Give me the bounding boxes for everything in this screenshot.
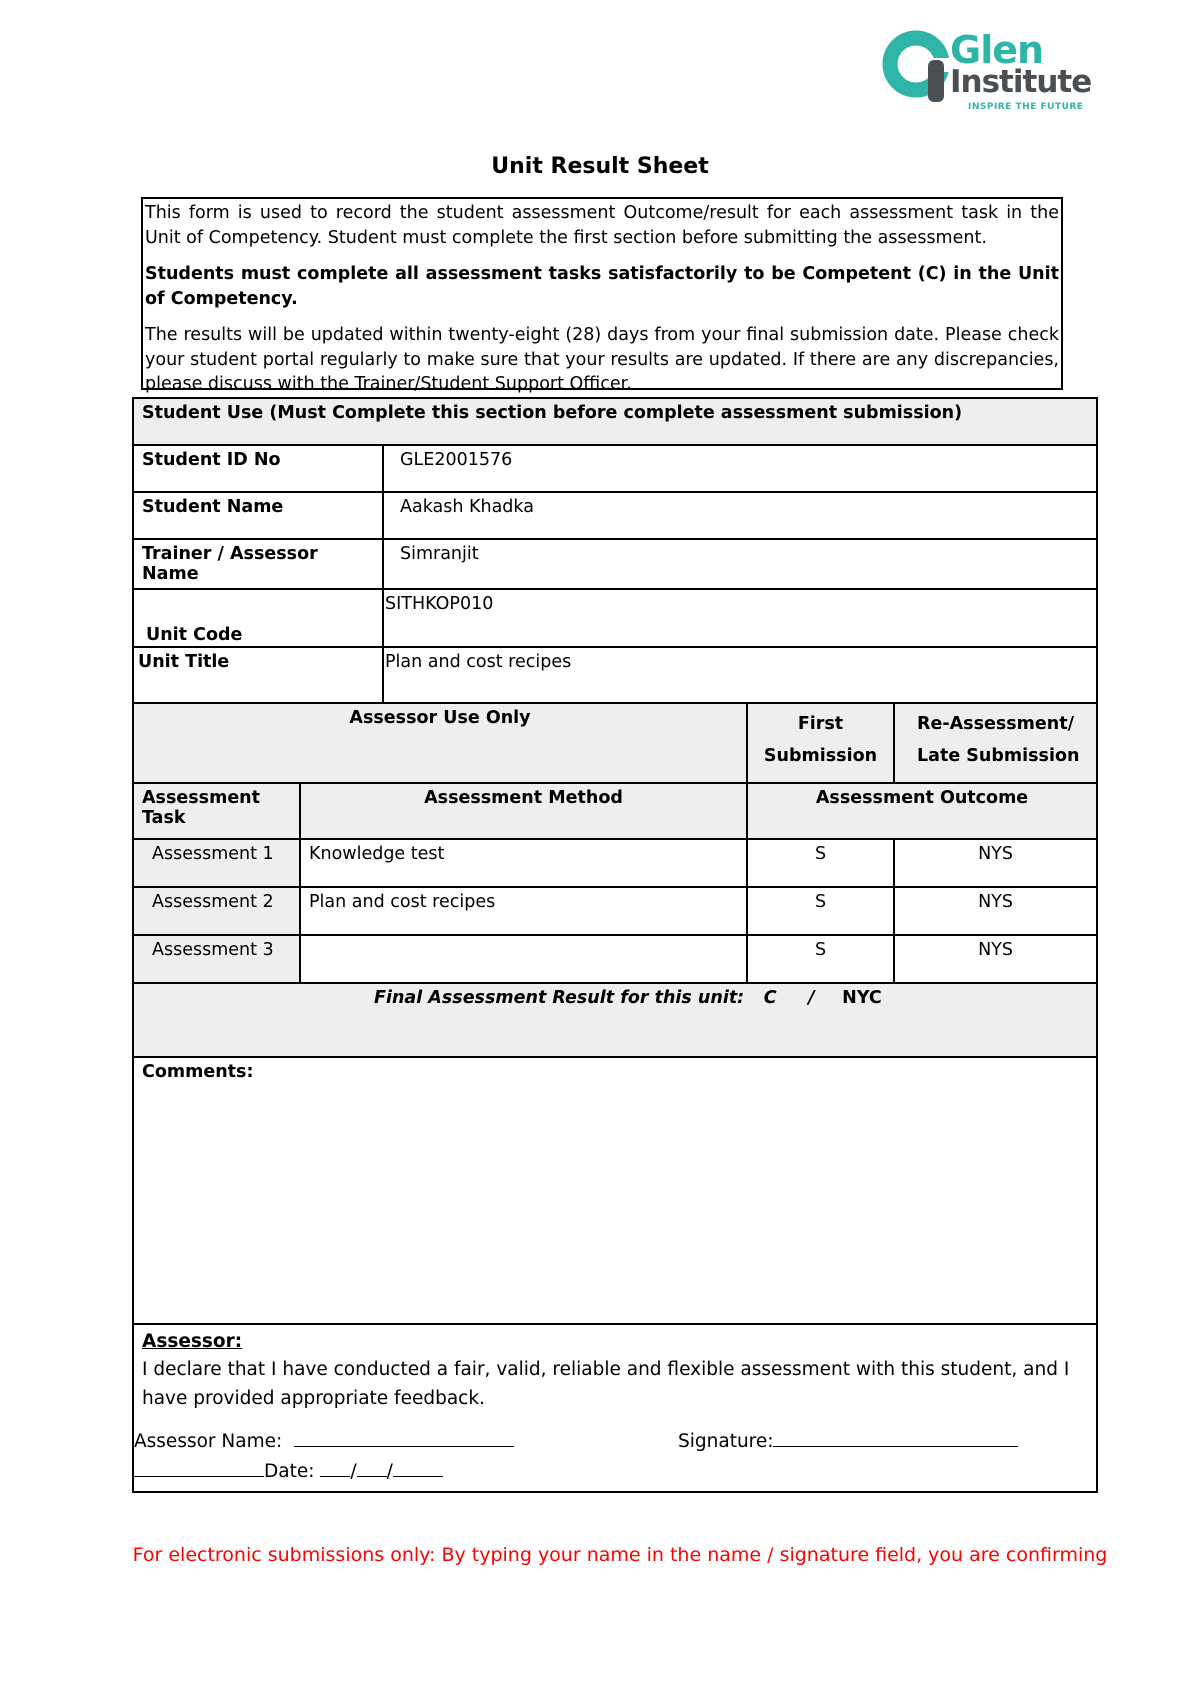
declaration-text: I declare that I have conducted a fair, valid, reliable and flexible assessment with this student, and I have provided appropriate feedback. <box>142 1359 1070 1409</box>
date-month-input[interactable] <box>357 1474 387 1477</box>
method-cell[interactable] <box>300 935 747 983</box>
signature-group <box>678 1427 1018 1456</box>
glen-institute-logo <box>878 28 1092 116</box>
page-title: Unit Result Sheet <box>491 154 709 179</box>
first-submission-header <box>747 703 894 783</box>
intro-paragraph-2: Students must complete all assessment tasks satisfactorily to be Competent (C) in the Unit of Competency. <box>145 264 1059 309</box>
student-name-field[interactable]: Aakash Khadka <box>383 492 1097 539</box>
date-year-input[interactable] <box>393 1474 443 1477</box>
task-header-line-2: Task <box>142 808 186 828</box>
table-row <box>133 887 1097 935</box>
re-outcome-cell[interactable]: NYS <box>894 935 1097 983</box>
table-row <box>133 935 1097 983</box>
assessor-name-input[interactable] <box>294 1444 514 1447</box>
electronic-submission-note: For electronic submissions only: By typing your name in the name / signature field, you are confirming <box>132 1544 1108 1566</box>
first-submission-line-1: First <box>797 714 844 734</box>
final-slash: / <box>808 988 815 1008</box>
table-row <box>133 839 1097 887</box>
first-outcome-cell[interactable]: S <box>747 839 894 887</box>
unit-code-label: Unit Code <box>133 589 383 647</box>
final-result-label: Final Assessment Result for this unit: <box>374 988 745 1008</box>
reassessment-line-1: Re-Assessment/ <box>917 714 1075 734</box>
method-header: Assessment Method <box>300 783 747 839</box>
logo-name: Glen <box>950 28 1044 72</box>
date-day-input[interactable] <box>320 1474 350 1477</box>
trainer-label: Trainer / Assessor Name <box>133 539 383 589</box>
assessor-use-only: Assessor Use Only <box>133 703 747 783</box>
reassessment-line-2: Late Submission <box>917 746 1080 766</box>
date-line <box>134 1457 1088 1487</box>
first-outcome-cell[interactable]: S <box>747 935 894 983</box>
result-table <box>132 397 1098 1493</box>
task-cell: Assessment 1 <box>133 839 300 887</box>
intro-box <box>141 197 1063 394</box>
final-nyc-option[interactable]: NYC <box>842 988 882 1008</box>
intro-paragraph-3: The results will be updated within twenty-eight (28) days from your final submission date. Please check your student portal regularly to make sure that your results are updated. If there are any discrepancies, please discuss with the Trainer/Student Support Officer. <box>145 325 1059 394</box>
assessor-name-line <box>134 1427 1088 1457</box>
unit-title-field[interactable]: Plan and cost recipes <box>383 647 1097 703</box>
assessor-name-label: Assessor Name: <box>134 1431 283 1452</box>
logo-name-2: Institute <box>950 64 1092 100</box>
first-submission-line-2: Submission <box>763 746 878 766</box>
date-separator: / <box>350 1461 357 1482</box>
task-header <box>133 783 300 839</box>
final-c-option[interactable]: C <box>763 988 777 1008</box>
student-name-label: Student Name <box>133 492 383 539</box>
method-cell[interactable]: Plan and cost recipes <box>300 887 747 935</box>
method-cell[interactable]: Knowledge test <box>300 839 747 887</box>
date-leading-line <box>134 1474 264 1477</box>
unit-code-field[interactable]: SITHKOP010 <box>383 589 1097 647</box>
date-separator: / <box>386 1461 393 1482</box>
student-id-label: Student ID No <box>133 445 383 492</box>
outcome-header: Assessment Outcome <box>747 783 1097 839</box>
student-id-field[interactable]: GLE2001576 <box>383 445 1097 492</box>
task-cell: Assessment 3 <box>133 935 300 983</box>
assessor-label: Assessor: <box>142 1331 243 1352</box>
intro-paragraph-1: This form is used to record the student assessment Outcome/result for each assessment task in the Unit of Competency. Student must complete the first section before submitting the assessment. <box>145 203 1059 248</box>
reassessment-header <box>894 703 1097 783</box>
student-use-header: Student Use (Must Complete this section before complete assessment submission) <box>133 398 1097 445</box>
task-cell: Assessment 2 <box>133 887 300 935</box>
re-outcome-cell[interactable]: NYS <box>894 887 1097 935</box>
unit-title-label: Unit Title <box>133 647 383 703</box>
signature-label: Signature: <box>678 1431 774 1452</box>
final-result-row <box>133 983 1097 1057</box>
signature-input[interactable] <box>773 1444 1018 1447</box>
comments-box[interactable]: Comments: <box>133 1057 1097 1324</box>
first-outcome-cell[interactable]: S <box>747 887 894 935</box>
logo-tagline: INSPIRE THE FUTURE <box>968 102 1084 112</box>
date-label: Date: <box>264 1461 315 1482</box>
trainer-field[interactable]: Simranjit <box>383 539 1097 589</box>
task-header-line-1: Assessment <box>142 788 261 808</box>
assessor-declaration-box <box>133 1324 1097 1492</box>
re-outcome-cell[interactable]: NYS <box>894 839 1097 887</box>
